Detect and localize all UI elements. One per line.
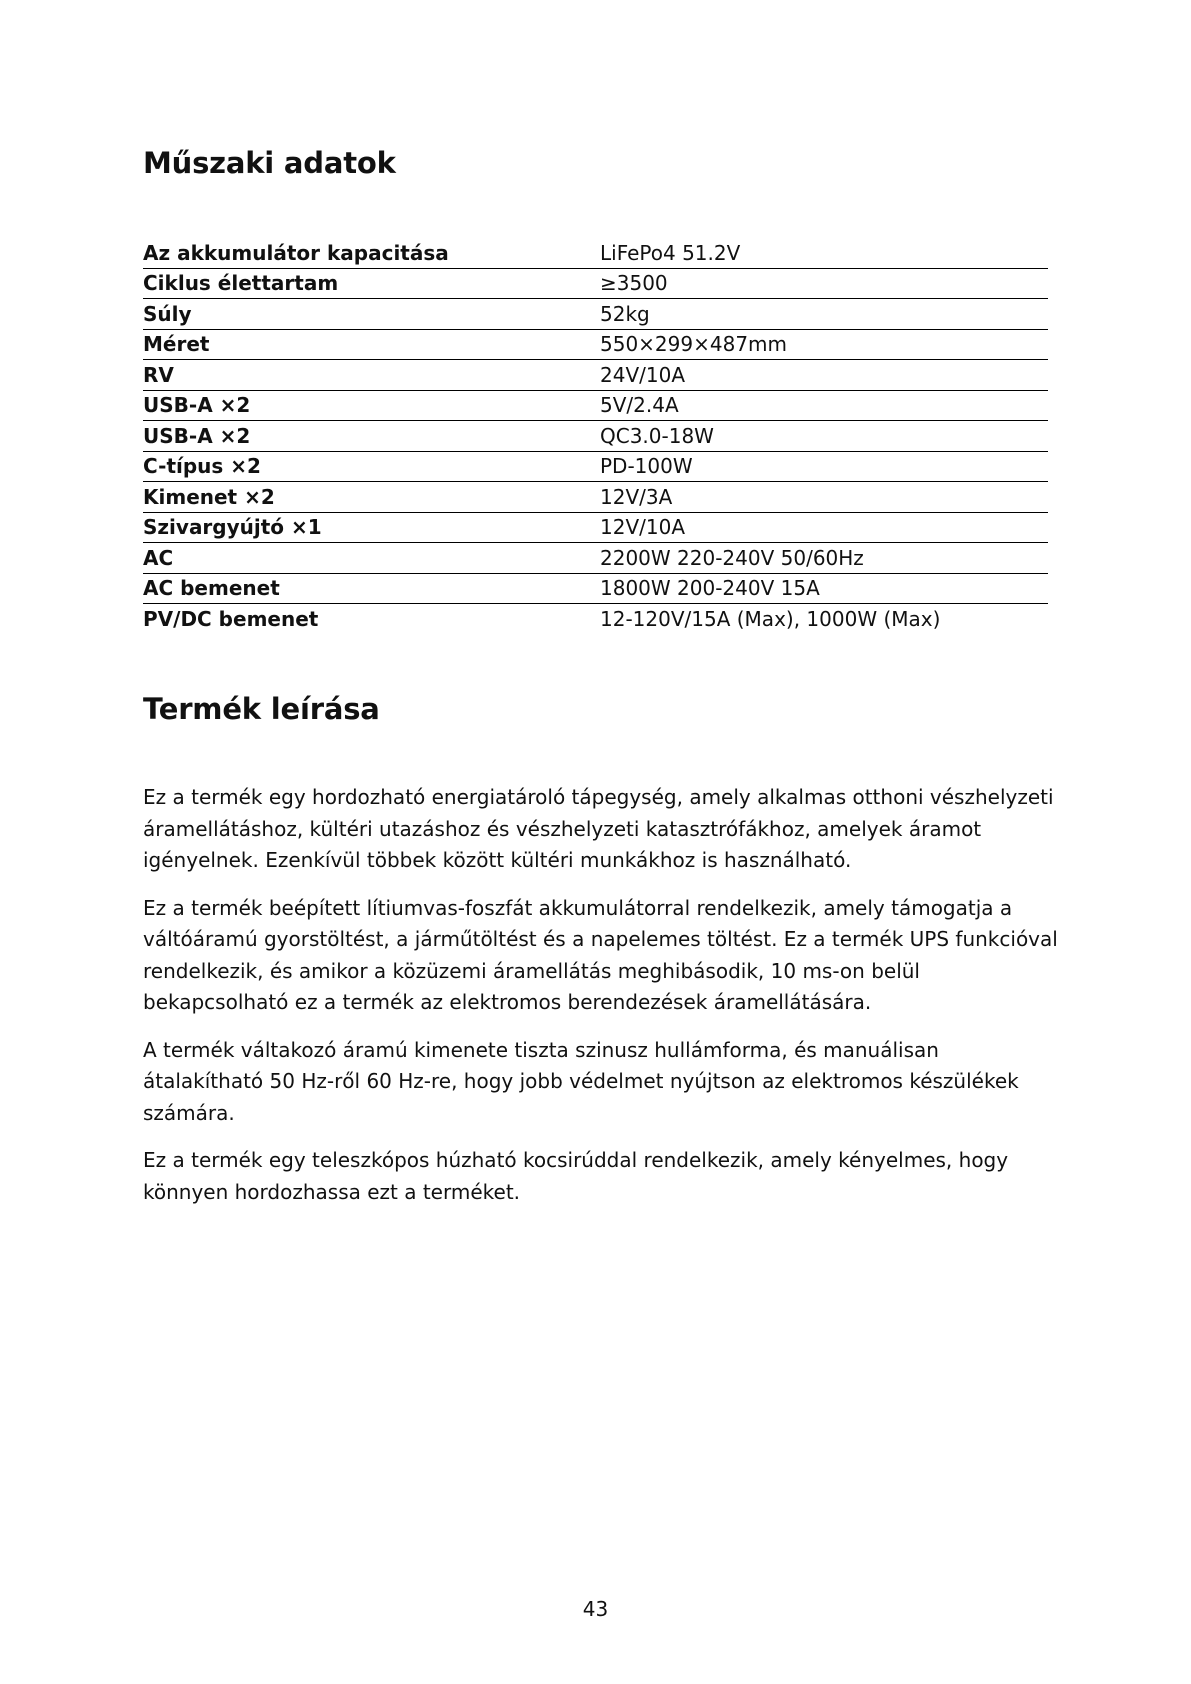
spec-label: USB-A ×2 xyxy=(143,390,600,421)
table-row xyxy=(143,238,1048,268)
spec-label: Méret xyxy=(143,329,600,360)
spec-label: C-típus ×2 xyxy=(143,451,600,482)
table-row xyxy=(143,604,1048,634)
specs-heading: Műszaki adatok xyxy=(143,146,396,180)
page-number: 43 xyxy=(582,1597,609,1621)
table-row xyxy=(143,329,1048,360)
table-row xyxy=(143,360,1048,391)
table-row xyxy=(143,451,1048,482)
spec-label: AC bemenet xyxy=(143,573,600,604)
spec-value: 5V/2.4A xyxy=(600,390,1048,421)
spec-label: AC xyxy=(143,543,600,574)
spec-value: PD-100W xyxy=(600,451,1048,482)
spec-value: 12V/10A xyxy=(600,512,1048,543)
table-row xyxy=(143,299,1048,330)
spec-value: ≥3500 xyxy=(600,268,1048,299)
table-row xyxy=(143,512,1048,543)
spec-label: PV/DC bemenet xyxy=(143,606,319,631)
description-heading: Termék leírása xyxy=(143,692,380,726)
description-paragraph: A termék váltakozó áramú kimenete tiszta szinusz hullámforma, és manuálisan átalakítható 50 Hz-ről 60 Hz-re, hogy jobb védelmet nyújtson az elektromos készülékek számára. xyxy=(143,1037,1019,1125)
table-row xyxy=(143,573,1048,604)
spec-value: 1800W 200-240V 15A xyxy=(600,573,1048,604)
table-row xyxy=(143,482,1048,513)
spec-label: Súly xyxy=(143,299,600,330)
spec-value: QC3.0-18W xyxy=(600,421,1048,452)
spec-value: LiFePo4 51.2V xyxy=(600,238,1048,268)
table-row xyxy=(143,543,1048,574)
spec-label: Kimenet ×2 xyxy=(143,482,600,513)
spec-label: Szivargyújtó ×1 xyxy=(143,512,600,543)
spec-label: Ciklus élettartam xyxy=(143,268,600,299)
description-paragraph: Ez a termék beépített lítiumvas-foszfát akkumulátorral rendelkezik, amely támogatja a váltóáramú gyorstöltést, a járműtöltést és a napelemes töltést. Ez a termék UPS funkcióval rendelkezik, és amikor a közüzemi áramellátás meghibásodik, 10 ms-on belül bekapcsolható ez a termék az elektromos berendezések áramellátására. xyxy=(143,895,1058,1014)
spec-value: 12-120V/15A (Max), 1000W (Max) xyxy=(600,606,941,631)
spec-value: 52kg xyxy=(600,299,1048,330)
spec-value: 24V/10A xyxy=(600,360,1048,391)
description-paragraph: Ez a termék egy hordozható energiatároló tápegység, amely alkalmas otthoni vészhelyzeti áramellátáshoz, kültéri utazáshoz és vészhelyzeti katasztrófákhoz, amelyek áramot igényelnek. Ezenkívül többek között kültéri munkákhoz is használható. xyxy=(143,785,1054,872)
description-body xyxy=(143,782,1058,1224)
spec-label: USB-A ×2 xyxy=(143,421,600,452)
specs-table xyxy=(143,238,1048,634)
table-row xyxy=(143,268,1048,299)
table-row xyxy=(143,421,1048,452)
spec-value: 2200W 220-240V 50/60Hz xyxy=(600,543,1048,574)
description-paragraph: Ez a termék egy teleszkópos húzható kocsirúddal rendelkezik, amely kényelmes, hogy könnyen hordozhassa ezt a terméket. xyxy=(143,1148,1009,1204)
spec-label: RV xyxy=(143,360,600,391)
spec-label: Az akkumulátor kapacitása xyxy=(143,238,600,268)
spec-value: 12V/3A xyxy=(600,482,1048,513)
table-row xyxy=(143,390,1048,421)
spec-value: 550×299×487mm xyxy=(600,329,1048,360)
